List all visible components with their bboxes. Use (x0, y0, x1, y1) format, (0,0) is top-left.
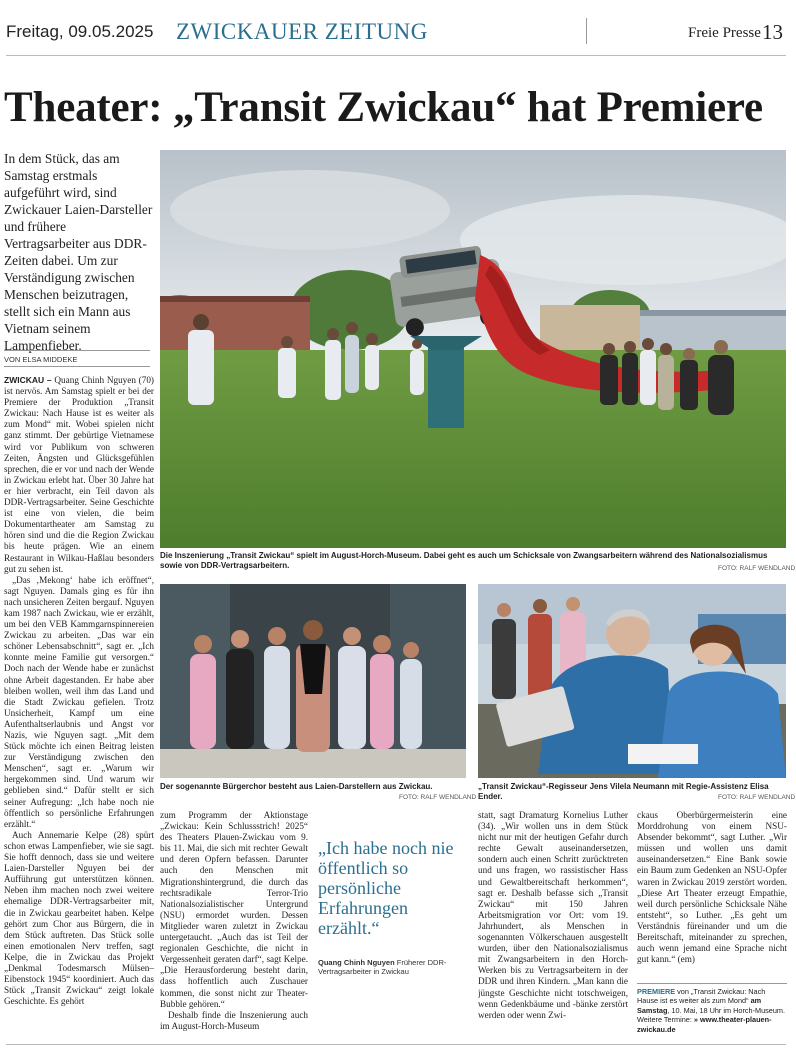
article-headline: Theater: „Transit Zwickau“ hat Premiere (4, 84, 763, 131)
pull-quote-author (318, 958, 460, 976)
paragraph: Quang Chinh Nguyen (70) ist nervös. Am Samstag spielt er bei der Premiere der Produktion „Transit Zwickau: Nach Hause ist es weiter als zum Mond“ mit. Wobei spielen nicht ganz stimmt. Der gebürtige Vietnamese wird vor Publikum von schweren Zeiten, Ängsten und Glücksgefühlen sprechen, die er vor und nach der Wende in Zwickau erlebt hat. Über 30 Jahre hat er hier verbracht, ein Teil davon als DDR-Vertragsarbeiter. Seine Geschichte ist eine von vielen, die beim Dokumentartheater am Samstag zu hören sind und die die Region Zwickau bis heute prägen. Wie an einem Restaurant in Wilkau-Haßlau besonders gut zu sehen ist. (4, 375, 154, 574)
choir-photo-caption: Der sogenannte Bürgerchor besteht aus Laien-Darstellern aus Zwickau. (160, 782, 433, 791)
director-photo-credit: FOTO: RALF WENDLAND (718, 794, 796, 801)
masthead-divider (586, 18, 587, 44)
premiere-text-2: , 10. Mai, 18 Uhr im Horch-Museum. Weitere Termine: (637, 1005, 786, 1025)
premiere-label: PREMIERE (637, 987, 676, 996)
article-column-3 (478, 810, 628, 1038)
issue-date: Freitag, 09.05.2025 (6, 22, 154, 41)
premiere-text: von „Transit Zwickau: Nach Hause ist es weiter als zum Mond“ (637, 987, 766, 1006)
choir-photo-credit: FOTO: RALF WENDLAND (399, 794, 477, 801)
main-photo-caption: Die Inszenierung „Transit Zwickau“ spielt im August-Horch-Museum. Dabei geht es auch um Schicksale von Zwangsarbeitern während des Nationalsozialismus sowie von DDR-Vertragsarbeitern. (160, 551, 768, 570)
main-photo-credit: FOTO: RALF WENDLAND (718, 565, 796, 572)
paragraph: „Das ‚Mekong‘ habe ich eröffnet“, sagt Nguyen. Damals ging es für ihn nach unsicheren Zeiten bergauf. Nguyen kam 1987 nach Zwickau, wie er erzählt, um bei den VEB Kammgarnspinnereien Zwickau zu arbeiten. „Das war ein schöner Lebensabschnitt“, sagt er. „Ich konnte meine Familie gut versorgen.“ Doch nach der Wende habe er zunächst ohne Arbeit dagestanden. Er habe aber bleiben wollen, weil ihm das Land und die Stadt Zwickau gefielen. Trotz Unsicherheit, Kampf um eine Aufenthaltserlaubnis und Angst vor Nazis, wie Nguyen sagt. „Mit dem Stück möchte ich einen Beitrag leisten zur Verständigung zwischen den Menschen“, sagt er. „Warum wir hergekommen sind. Und warum wir geblieben sind.“ Dafür stellt er sich seiner Aufregung: „Ich habe noch nie öffentlich so persönliche Erfahrungen erzählt.“ (4, 574, 154, 829)
director-photo-caption: „Transit Zwickau“-Regisseur Jens Vilela Neumann mit Regie-Assistenz Elisa Ender. (478, 782, 769, 801)
article-column-4 (637, 810, 787, 980)
pull-quote-author-desc: Früherer DDR-Vertragsarbeiter in Zwickau (318, 958, 447, 976)
choir-photo (160, 584, 466, 778)
pull-quote: „Ich habe noch nie öffentlich so persönliche Erfahrungen erzählt.“ (318, 838, 454, 938)
bottom-rule (6, 1044, 786, 1045)
masthead (0, 0, 796, 56)
main-photo-illustration (160, 150, 786, 548)
dateline: ZWICKAU – (4, 375, 52, 385)
section-title: ZWICKAUER ZEITUNG (176, 19, 428, 44)
premiere-info (637, 987, 787, 1034)
paragraph: Auch Annemarie Kelpe (28) spürt schon etwas Lampenfieber, wie sie sagt. Sie hofft dennoch, dass sie und weitere Laien-Darsteller Nguyen bei der Aufführung gut unterstützen können. Neben ihm machen noch zwei weitere ehemalige DDR-Vertragsarbeiter mit, die in Zwickau gearbeitet haben. Kelpe gehört zum Chor aus Bürgern, die in dem Stück auftreten. Das Stück solle einen emotionalen Nerv treffen, sagt Kelpe, die in Zwickau das Projekt „Denkmal Todesmarsch Mülsen–Eibenstock 1945“ koordiniert. Auch das Stück „Transit Zwickau“ zeigt lokale Geschichte. Es gehört (4, 829, 154, 1007)
masthead-rule (6, 55, 786, 56)
theater-website-link[interactable]: » www.theater-plauen-zwickau.de (637, 1015, 772, 1034)
choir-photo-illustration (160, 584, 466, 778)
article-column-1 (4, 375, 154, 1037)
director-photo-illustration (478, 584, 786, 778)
main-photo (160, 150, 786, 548)
director-photo (478, 584, 786, 778)
page-number: 13 (762, 20, 783, 44)
byline: VON ELSA MIDDEKE (4, 350, 150, 364)
paper-name: Freie Presse (688, 25, 761, 41)
article-column-2 (160, 810, 308, 1038)
premiere-rule (637, 983, 787, 984)
paragraph: Deshalb finde die Inszenierung auch im August-Horch-Museum (160, 1009, 308, 1031)
paragraph: statt, sagt Dramaturg Kornelius Luther (34). „Wir wollen uns in dem Stück nicht nur mit der heutigen Gefahr durch rechte Gewalt auseinandersetzen, sondern auch einen Schritt zurücktreten und uns fragen, wo rassistischer Hass und Gewaltbereitschaft herkommen“, sagt er. Deshalb befasse sich „Transit Zwickau“ mit 150 Jahren Arbeitsmigration vor Ort: vom 19. Jahrhundert, als Menschen in sogenannten Völkerschauen ausgestellt wurden, über den Nationalsozialismus mit Zwangsarbeitern in den Horch-Werken bis zu Vertragsarbeitern in der DDR und ihren Kindern. „Man kann die jüngste Geschichte nicht totschweigen, wenn Gedenkbäume und -bänke zerstört werden oder wenn Zwi- (478, 810, 628, 1020)
pull-quote-author-name: Quang Chinh Nguyen (318, 958, 395, 967)
paragraph: ckaus Oberbürgermeisterin eine Morddrohung von einem NSU-Absender bekommt“, sagt Luther. „Wir müssen und wollen uns damit auseinandersetzen.“ Eine Bank sowie ein Baum zum Gedenken an NSU-Opfer waren in Zwickau 2019 zerstört worden. „Diese Art Theater erzeugt Empathie, weil durch persönliche Schicksale Nähe entsteht“, so Luther. „Es geht um Verständnis füreinander und um die Bereitschaft, miteinander zu sprechen, auch wenn jemand eine Sprache nicht gut kann.“ (em) (637, 810, 787, 965)
byline-rule (4, 366, 150, 367)
premiere-date: am Samstag (637, 996, 762, 1015)
article-teaser: In dem Stück, das am Samstag erstmals aufgeführt wird, sind Zwickauer Laien-Darsteller und frühere Vertragsarbeiter aus DDR-Zeiten dabei. Um zur Verständigung zwischen Menschen beizutragen, stellt sich ein Mann aus Vietnam seinem Lampenfieber. (4, 151, 153, 353)
paragraph: zum Programm der Aktionstage „Zwickau: Kein Schlussstrich! 2025“ des Theaters Plauen-Zwickau vom 9. bis 11. Mai, die sich mit rechter Gewalt und deren Opfern befassen. Darunter auch den Menschen mit Migrationshintergrund, die durch das rechtsradikale Terror-Trio Nationalsozialistischer Untergrund (NSU) ermordet wurden. Dessen Mitglieder waren zuletzt in Zwickau untergetaucht. „Auch das ist Teil der regionalen Geschichte, die nicht in Vergessenheit geraten darf“, sagt Kelpe. „Die Herausforderung besteht darin, dass hoffentlich auch Zuschauer kommen, die sonst nicht zur Theater-Bubble gehören.“ (160, 810, 308, 1009)
